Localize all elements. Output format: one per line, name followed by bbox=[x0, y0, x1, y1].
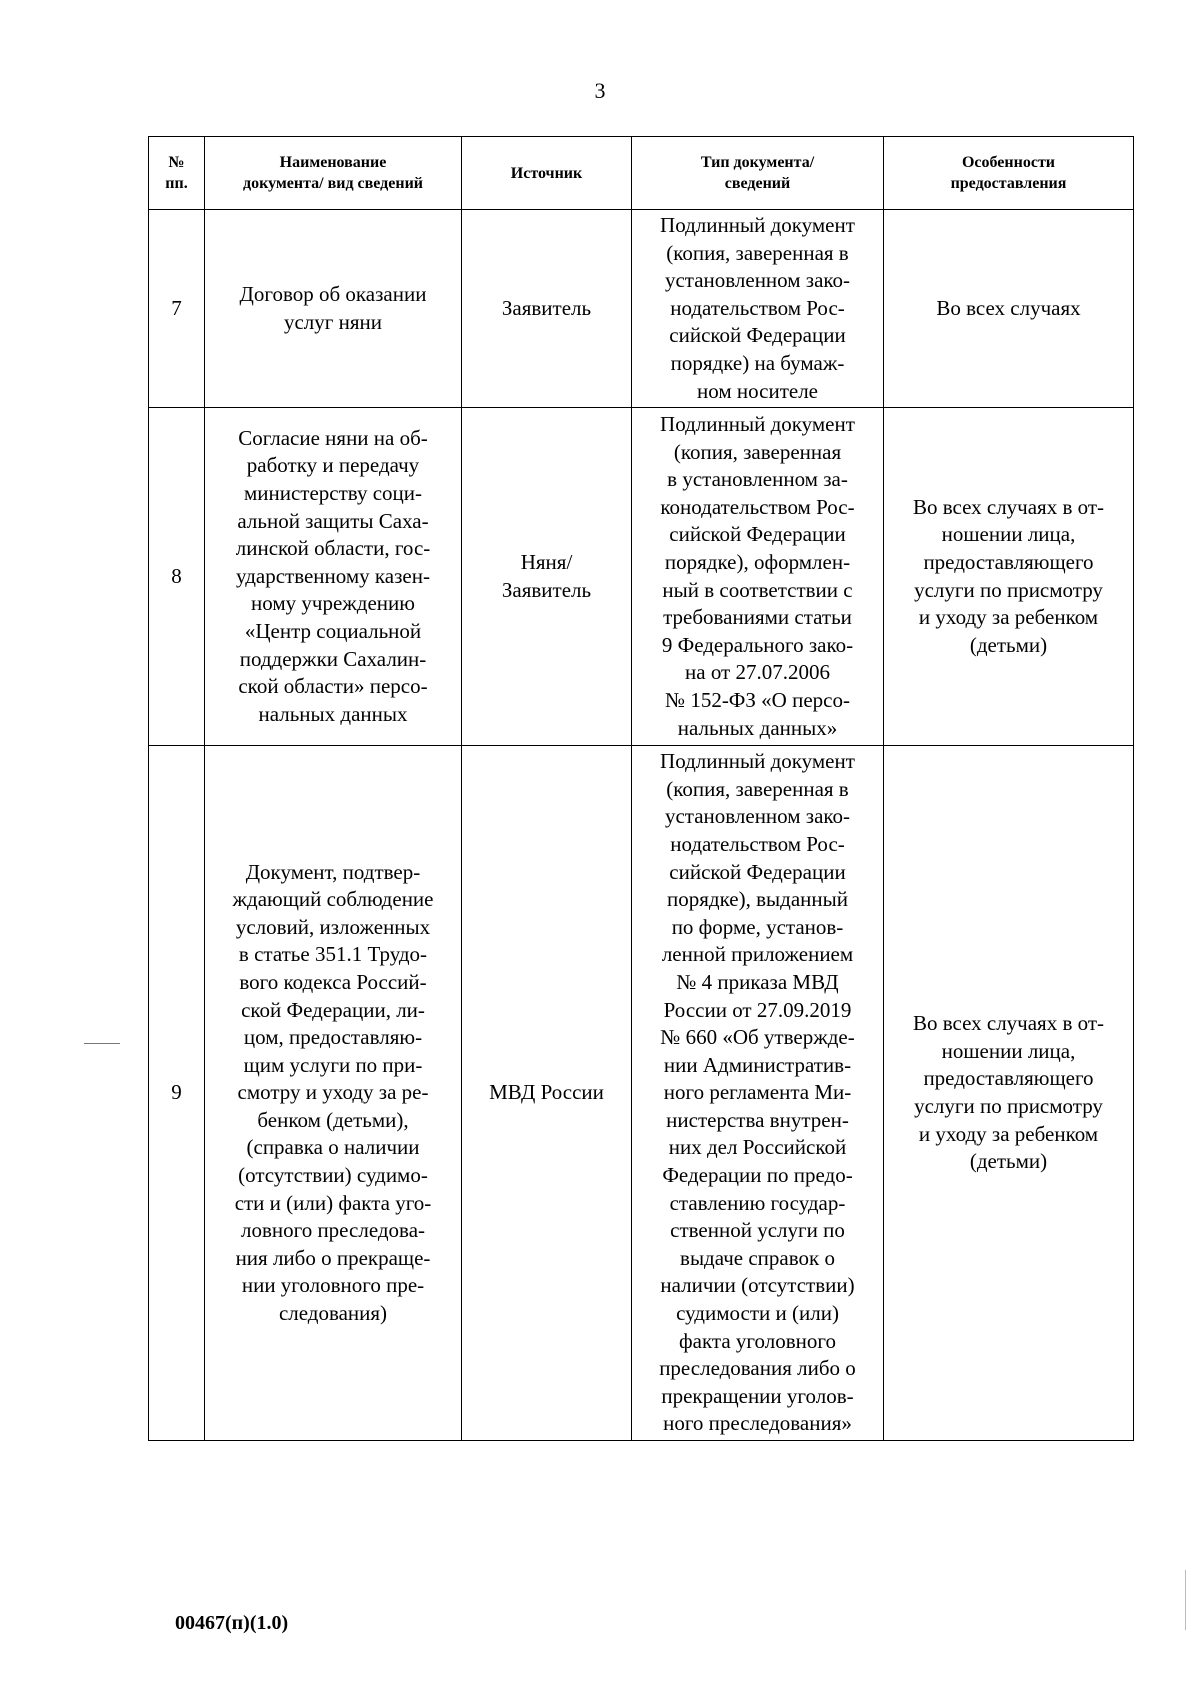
table-header-row bbox=[149, 137, 1134, 210]
row-features: Во всех случаях bbox=[884, 210, 1134, 408]
header-source: Источник bbox=[462, 137, 632, 210]
documents-table bbox=[148, 136, 1134, 1441]
row-number: 7 bbox=[149, 210, 205, 408]
header-features: Особенности предоставления bbox=[884, 137, 1134, 210]
row-number: 8 bbox=[149, 408, 205, 746]
row-document-name: Договор об оказании услуг няни bbox=[205, 210, 462, 408]
table-row bbox=[149, 746, 1134, 1441]
row-document-type: Подлинный документ (копия, заверенная в установленном за- конодательством Рос- сийской Федерации порядке), оформлен- ный в соответствии с требованиями статьи 9 Федерального зако- на от 27.07.2006 № 152-ФЗ «О персо- нальных данных» bbox=[632, 408, 884, 746]
scan-artifact bbox=[1185, 1570, 1186, 1630]
row-features: Во всех случаях в от- ношении лица, предоставляющего услуги по присмотру и уходу за ребенком (детьми) bbox=[884, 408, 1134, 746]
header-number: № пп. bbox=[149, 137, 205, 210]
header-document-name: Наименование документа/ вид сведений bbox=[205, 137, 462, 210]
table-row bbox=[149, 408, 1134, 746]
row-document-type: Подлинный документ (копия, заверенная в установленном зако- нодательством Рос- сийской Федерации порядке) на бумаж- ном носителе bbox=[632, 210, 884, 408]
header-document-type: Тип документа/ сведений bbox=[632, 137, 884, 210]
table-row bbox=[149, 210, 1134, 408]
row-document-name: Согласие няни на об- работку и передачу министерству соци- альной защиты Саха- линской области, гос- ударственному казен- ному учреждению «Центр социальной поддержки Сахалин- ской области» персо- нальных данных bbox=[205, 408, 462, 746]
row-source: МВД России bbox=[462, 746, 632, 1441]
row-source: Заявитель bbox=[462, 210, 632, 408]
row-source: Няня/ Заявитель bbox=[462, 408, 632, 746]
scan-artifact bbox=[84, 1043, 120, 1044]
row-number: 9 bbox=[149, 746, 205, 1441]
row-features: Во всех случаях в от- ношении лица, предоставляющего услуги по присмотру и уходу за ребенком (детьми) bbox=[884, 746, 1134, 1441]
document-code: 00467(п)(1.0) bbox=[175, 1612, 289, 1634]
row-document-name: Документ, подтвер- ждающий соблюдение условий, изложенных в статье 351.1 Трудо- вого кодекса Россий- ской Федерации, ли- цом, предоставляю- щим услуги по при- смотру и уходу за ре- бенком (детьми), (справка о наличии (отсутствии) судимо- сти и (или) факта уго- ловного преследова- ния либо о прекраще- нии уголовного пре- следования) bbox=[205, 746, 462, 1441]
row-document-type: Подлинный документ (копия, заверенная в установленном зако- нодательством Рос- сийской Федерации порядке), выданный по форме, установ- ленной приложением № 4 приказа МВД России от 27.09.2019 № 660 «Об утвержде- нии Административ- ного регламента Ми- нистерства внутрен- них дел Российской Федерации по предо- ставлению государ- ственной услуги по выдаче справок о наличии (отсутствии) судимости и (или) факта уголовного преследования либо о прекращении уголов- ного преследования» bbox=[632, 746, 884, 1441]
page-number: 3 bbox=[594, 78, 606, 103]
